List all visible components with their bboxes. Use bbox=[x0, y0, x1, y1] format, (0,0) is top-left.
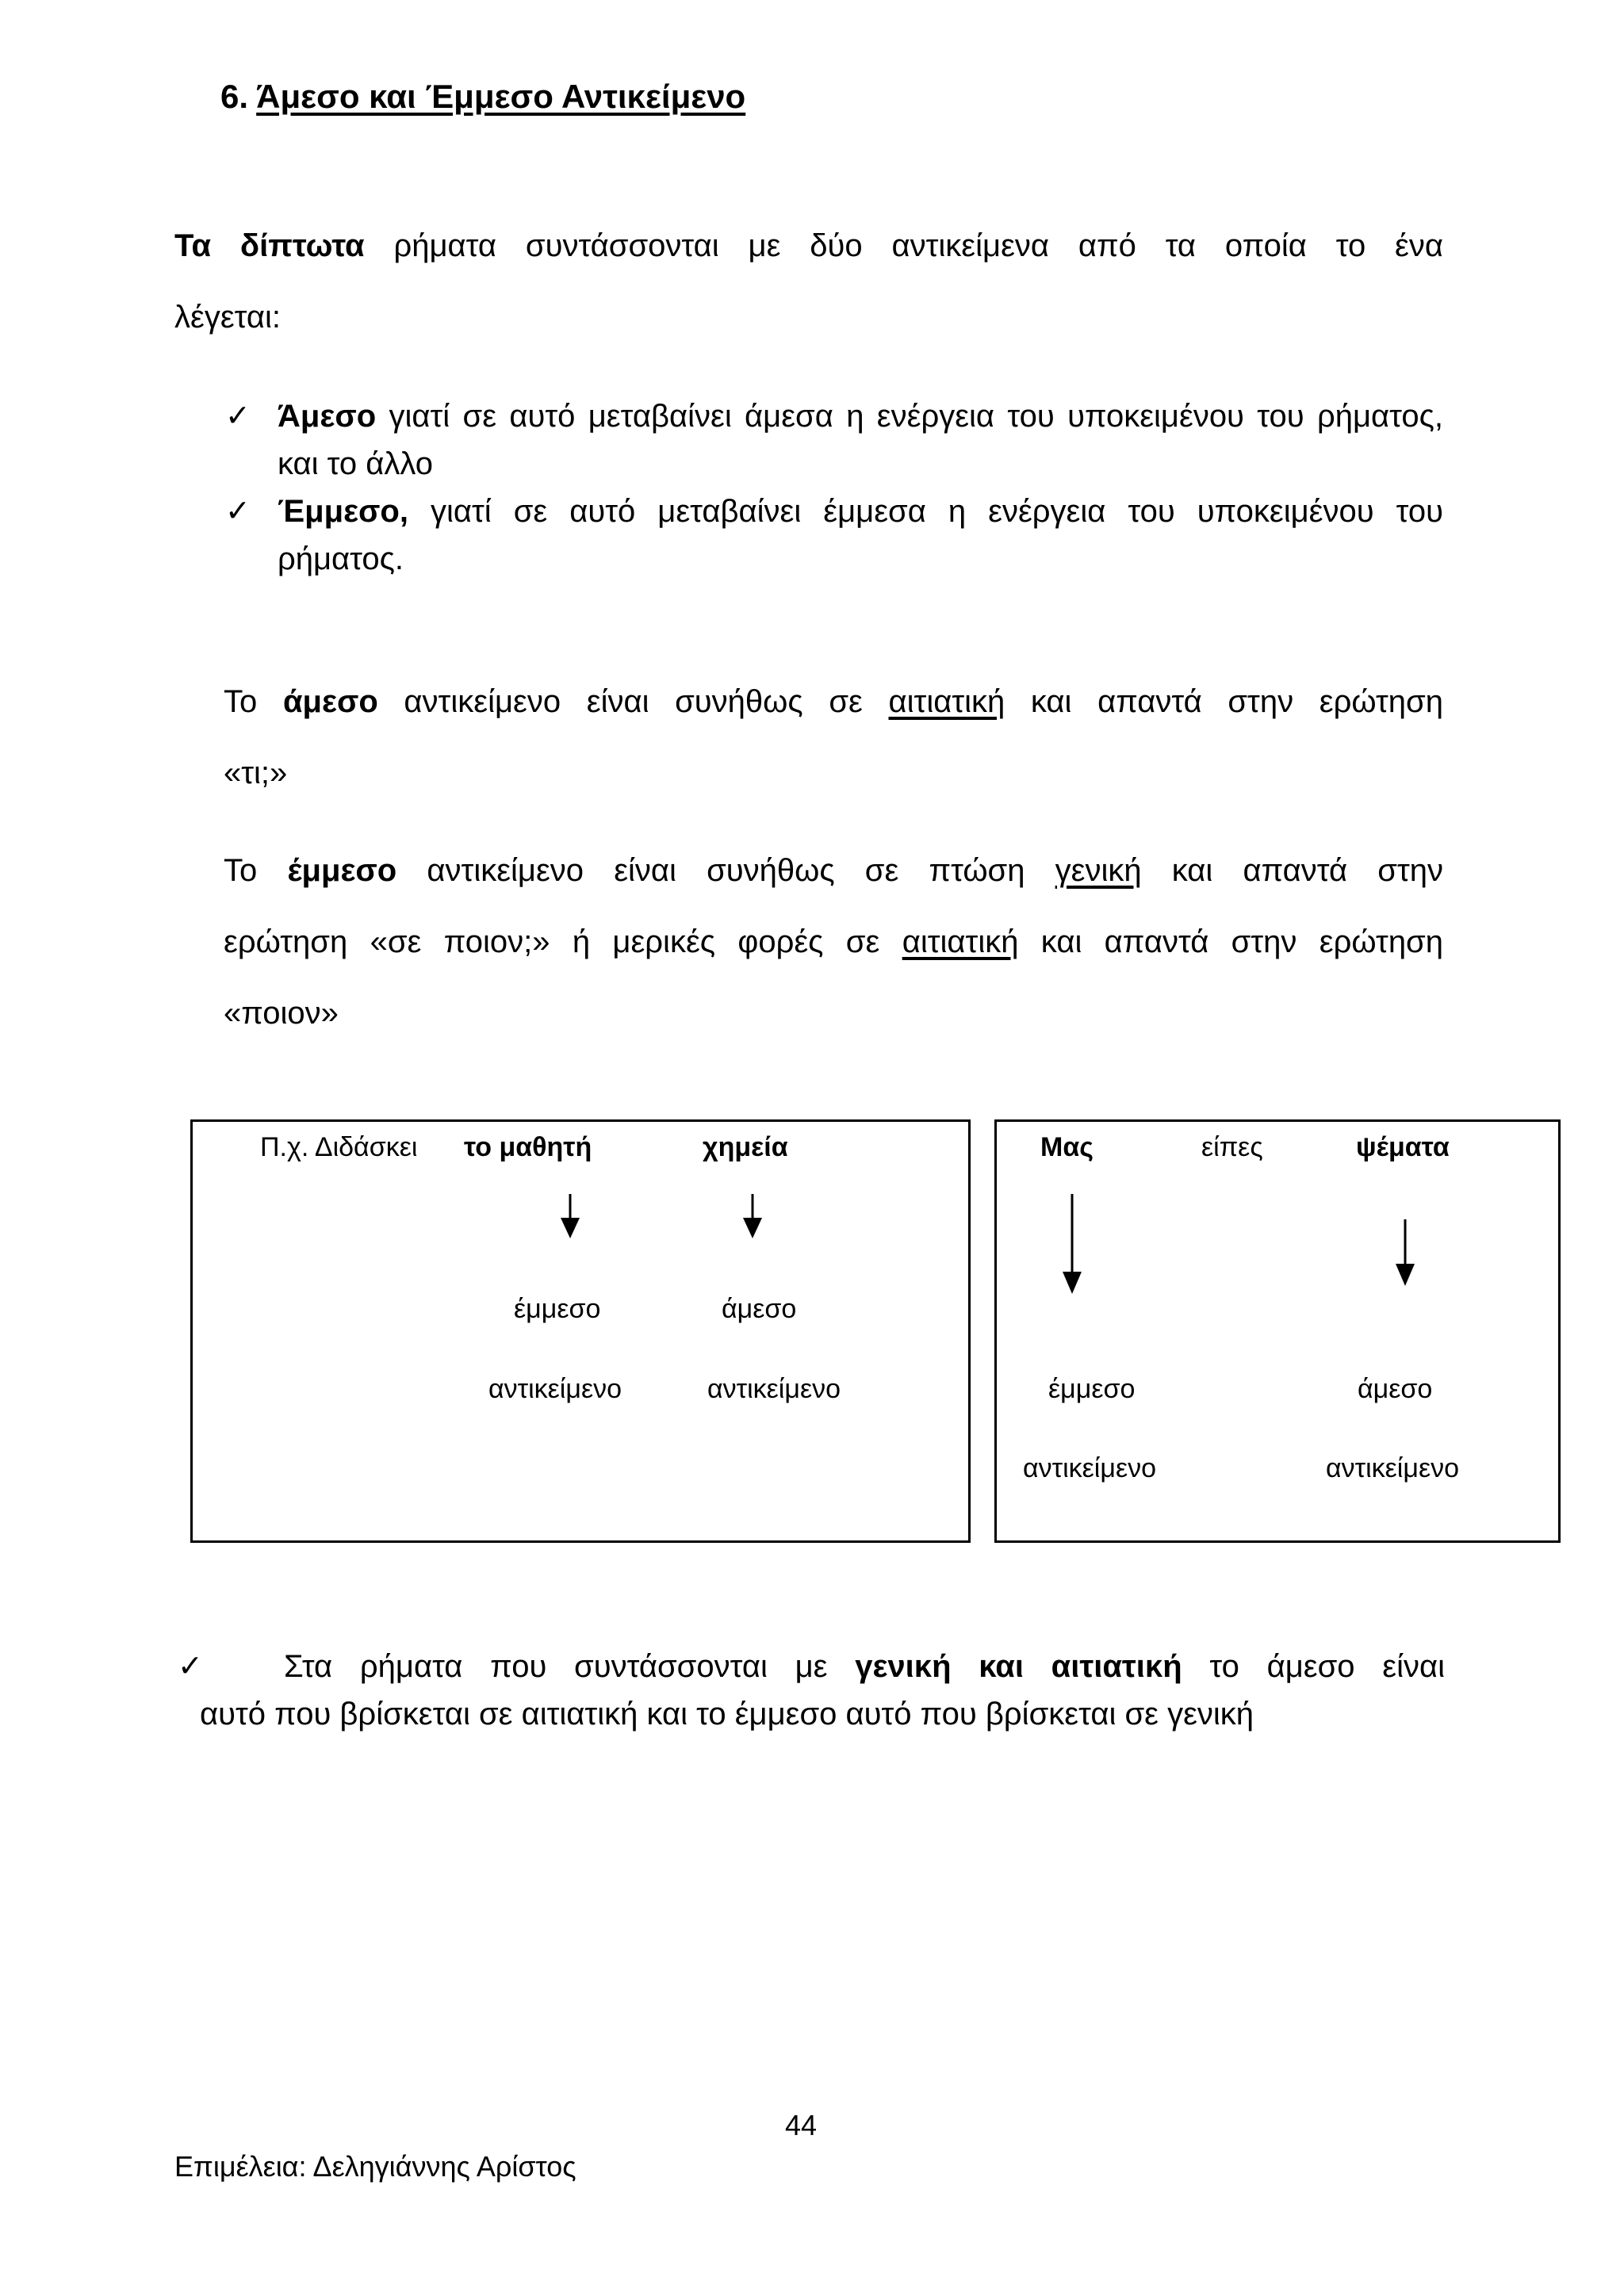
bullet-rest-indirect: γιατί σε αυτό μεταβαίνει έμμεσα η ενέργεια του υποκειμένου του ρήματος. bbox=[278, 494, 1443, 576]
indirect-line2-pre: ερώτηση «σε ποιον;» ή μερικές φορές σε bbox=[224, 924, 902, 959]
final-bullet-line-2: αυτό που βρίσκεται σε αιτιατική και το έμμεσο αυτό που βρίσκεται σε γενική bbox=[200, 1697, 1254, 1732]
footer-credit: Επιμέλεια: Δεληγιάννης Αρίστος bbox=[174, 2150, 576, 2183]
direct-pre: Το bbox=[224, 684, 283, 719]
arrow-down-icon bbox=[1396, 1219, 1415, 1286]
final-bullet-bold: γενική και αιτιατική bbox=[855, 1649, 1182, 1684]
example-right-label-2a: άμεσο bbox=[1358, 1374, 1433, 1404]
intro-line-2: λέγεται: bbox=[174, 300, 282, 335]
indirect-line-3: «ποιον» bbox=[224, 996, 339, 1031]
example-right-label-1a: έμμεσο bbox=[1048, 1374, 1136, 1404]
final-bullet bbox=[176, 1643, 1445, 1738]
example-right-verb: είπες bbox=[1201, 1132, 1263, 1162]
indirect-mid: αντικείμενο είναι συνήθως σε πτώση bbox=[396, 853, 1055, 888]
indirect-pre: Το bbox=[224, 853, 288, 888]
example-left-word-2: χημεία bbox=[703, 1132, 788, 1162]
example-left-label-2a: άμεσο bbox=[722, 1294, 797, 1324]
arrow-down-icon bbox=[1063, 1194, 1082, 1294]
page-number: 44 bbox=[785, 2109, 818, 2141]
arrow-down-icon bbox=[743, 1194, 762, 1238]
direct-post: και απαντά στην ερώτηση bbox=[1005, 684, 1443, 719]
example-right-label-1b: αντικείμενο bbox=[1023, 1453, 1157, 1483]
section-number: 6. bbox=[220, 78, 249, 115]
final-bullet-line-1 bbox=[176, 1643, 1445, 1690]
intro-bold: Τα δίπτωτα bbox=[174, 228, 365, 263]
example-left-word-1: το μαθητή bbox=[464, 1132, 592, 1162]
example-left-prefix: Π.χ. Διδάσκει bbox=[260, 1132, 418, 1162]
final-bullet-pre: Στα ρήματα που συντάσσονται με bbox=[284, 1649, 856, 1684]
direct-bold: άμεσο bbox=[282, 684, 378, 719]
final-bullet-post: το άμεσο είναι bbox=[1182, 1649, 1445, 1684]
example-right-word-1: Μας bbox=[1040, 1132, 1094, 1162]
direct-case: αιτιατική bbox=[888, 684, 1005, 719]
section-title: Άμεσο και Έμμεσο Αντικείμενο bbox=[256, 78, 746, 115]
check-mark-icon: ✓ bbox=[225, 495, 251, 528]
check-mark-icon: ✓ bbox=[225, 400, 251, 433]
indirect-post-1: και απαντά στην bbox=[1141, 853, 1443, 888]
arrow-down-icon bbox=[561, 1194, 580, 1238]
direct-line-2: «τι;» bbox=[224, 756, 288, 790]
direct-mid: αντικείμενο είναι συνήθως σε bbox=[377, 684, 889, 719]
check-mark-icon: ✓ bbox=[178, 1650, 203, 1683]
example-left-label-1b: αντικείμενο bbox=[488, 1374, 622, 1404]
intro-text-1: ρήματα συντάσσονται με δύο αντικείμενα από τα οποία το ένα bbox=[364, 228, 1444, 263]
indirect-line2-post: και απαντά στην ερώτηση bbox=[1018, 924, 1443, 959]
example-right-word-2: ψέματα bbox=[1356, 1132, 1450, 1162]
indirect-bold: έμμεσο bbox=[287, 853, 397, 888]
bullet-bold-direct: Άμεσο bbox=[278, 399, 377, 434]
indirect-case-1: γενική bbox=[1055, 853, 1142, 888]
example-left-label-1a: έμμεσο bbox=[514, 1294, 601, 1324]
indirect-case-2: αιτιατική bbox=[902, 924, 1019, 959]
example-left-label-2b: αντικείμενο bbox=[707, 1374, 841, 1404]
bullet-bold-indirect: Έμμεσο, bbox=[278, 494, 408, 529]
bullet-rest-direct: γιατί σε αυτό μεταβαίνει άμεσα η ενέργεια του υποκειμένου του ρήματος, και το άλλο bbox=[278, 399, 1443, 481]
example-right-label-2b: αντικείμενο bbox=[1326, 1453, 1460, 1483]
